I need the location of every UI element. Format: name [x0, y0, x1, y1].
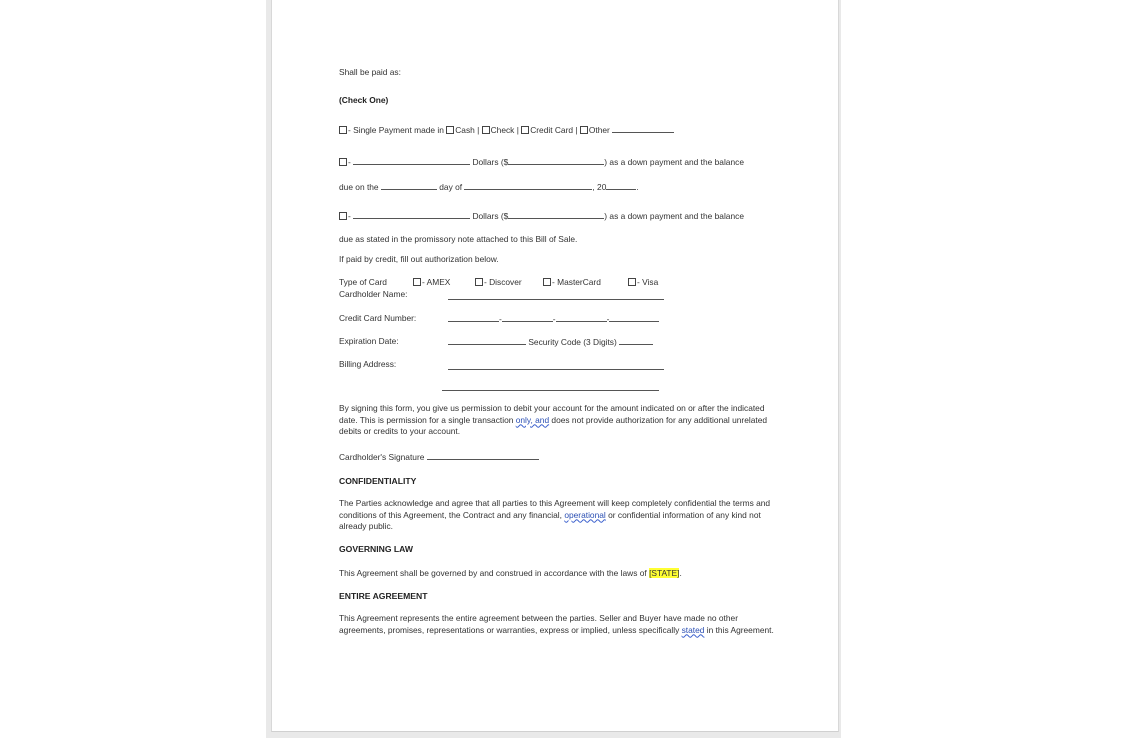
- down-payment-prefix-1: -: [348, 157, 351, 167]
- state-placeholder[interactable]: [STATE]: [649, 568, 680, 578]
- governing-law-end: .: [679, 568, 682, 578]
- down-payment-checkbox-1[interactable]: [339, 158, 347, 166]
- card-number-blank-3[interactable]: [556, 313, 607, 322]
- card-number-blank-1[interactable]: [448, 313, 499, 322]
- security-code-label: Security Code (3 Digits): [528, 337, 617, 347]
- signature-label: Cardholder's Signature: [339, 452, 425, 462]
- cardholder-name-blank[interactable]: [448, 298, 664, 300]
- amount-words-blank-1[interactable]: [353, 156, 470, 165]
- amount-words-blank-2[interactable]: [353, 210, 470, 219]
- year-prefix: , 20: [592, 182, 607, 192]
- cash-checkbox[interactable]: [446, 126, 454, 134]
- other-checkbox[interactable]: [580, 126, 588, 134]
- document-page: [271, 0, 839, 732]
- down-payment-prefix-2: -: [348, 211, 351, 221]
- if-paid-line: If paid by credit, fill out authorization below.: [339, 254, 499, 264]
- single-payment-prefix: - Single Payment made in: [348, 125, 444, 135]
- discover-label: - Discover: [484, 277, 522, 287]
- expiration-blank[interactable]: [448, 336, 526, 345]
- due-on-label: due on the: [339, 182, 379, 192]
- check-checkbox[interactable]: [482, 126, 490, 134]
- due-month-blank[interactable]: [464, 181, 592, 190]
- amount-number-blank-1[interactable]: [508, 156, 604, 165]
- mastercard-option: [543, 277, 601, 287]
- due-year-blank[interactable]: [606, 181, 639, 192]
- card-number-blank-2[interactable]: [502, 313, 553, 322]
- card-number-blank-4[interactable]: [606, 313, 659, 324]
- credit-checkbox[interactable]: [521, 126, 529, 134]
- card-type-line: [339, 277, 387, 287]
- due-day-blank[interactable]: [381, 181, 437, 190]
- down-payment-text-1: ) as a down payment and the balance: [604, 157, 744, 167]
- entire-agreement-text-2: in this Agreement.: [704, 624, 774, 635]
- amex-label: - AMEX: [422, 277, 451, 287]
- governing-law-text: [339, 568, 682, 578]
- card-number-label: Credit Card Number:: [339, 313, 417, 323]
- mastercard-label: - MasterCard: [552, 277, 601, 287]
- visa-option: [628, 277, 658, 287]
- entire-agreement-spellcheck-word[interactable]: stated: [681, 624, 705, 635]
- shall-paid-line: Shall be paid as:: [339, 67, 401, 77]
- card-number-sep-3: -: [606, 314, 610, 324]
- confidentiality-heading: CONFIDENTIALITY: [339, 476, 417, 486]
- amount-number-blank-2[interactable]: [508, 210, 604, 219]
- confidentiality-paragraph: [339, 498, 779, 533]
- entire-agreement-text-1: This Agreement represents the entire agreement between the parties. Seller and Buyer have made no other agreements, promises, representations or warranties, express or implied, unless specifically: [339, 613, 738, 635]
- check-label: Check |: [490, 125, 519, 135]
- entire-agreement-paragraph: [339, 613, 779, 636]
- permission-paragraph: [339, 403, 779, 438]
- day-of-label: day of: [439, 182, 463, 192]
- card-number-sep-2: -: [552, 314, 556, 324]
- promissory-line: due as stated in the promissory note attached to this Bill of Sale.: [339, 234, 578, 244]
- governing-law-heading: GOVERNING LAW: [339, 544, 414, 554]
- other-label: Other: [588, 125, 610, 135]
- permission-text-2: does not provide authorization for any additional unrelated debits or credits to your account.: [339, 414, 768, 437]
- down-payment-line-1: [339, 156, 744, 167]
- visa-checkbox[interactable]: [628, 278, 636, 286]
- card-type-label: Type of Card: [339, 277, 387, 287]
- single-payment-checkbox[interactable]: [339, 126, 347, 134]
- expiration-label: Expiration Date:: [339, 336, 399, 346]
- discover-option: [475, 277, 522, 287]
- billing-address-blank-1[interactable]: [448, 368, 664, 370]
- other-blank[interactable]: [612, 124, 674, 133]
- permission-spellcheck-word[interactable]: only, and: [515, 414, 550, 425]
- security-code-blank[interactable]: [619, 336, 653, 345]
- card-number-sep-1: -: [499, 314, 502, 324]
- confidentiality-spellcheck-word[interactable]: operational: [564, 509, 606, 520]
- expiration-security-field: [448, 336, 653, 347]
- due-on-line: [339, 181, 639, 192]
- single-payment-line: [339, 124, 674, 135]
- due-on-end: .: [636, 182, 639, 192]
- cardholder-name-label: Cardholder Name:: [339, 289, 408, 299]
- down-payment-line-2: [339, 210, 744, 221]
- discover-checkbox[interactable]: [475, 278, 483, 286]
- credit-label: Credit Card |: [530, 125, 578, 135]
- governing-law-body: This Agreement shall be governed by and construed in accordance with the laws of: [339, 568, 650, 578]
- check-one-label: (Check One): [339, 95, 389, 105]
- entire-agreement-heading: ENTIRE AGREEMENT: [339, 591, 428, 601]
- mastercard-checkbox[interactable]: [543, 278, 551, 286]
- confidentiality-text-2: or confidential information of any kind not already public.: [339, 509, 761, 532]
- cash-label: Cash |: [455, 125, 480, 135]
- visa-label: - Visa: [637, 277, 659, 287]
- card-number-field[interactable]: [448, 313, 659, 324]
- dollars-label-2: Dollars ($: [472, 211, 509, 221]
- down-payment-checkbox-2[interactable]: [339, 212, 347, 220]
- amex-checkbox[interactable]: [413, 278, 421, 286]
- down-payment-text-2: ) as a down payment and the balance: [604, 211, 744, 221]
- dollars-label-1: Dollars ($: [472, 157, 509, 167]
- billing-address-label: Billing Address:: [339, 359, 397, 369]
- signature-line: [339, 451, 539, 462]
- confidentiality-text-1: The Parties acknowledge and agree that all parties to this Agreement will keep completely confidential the terms and conditions of this Agreement, the Contract and any financial,: [339, 498, 771, 520]
- signature-blank[interactable]: [427, 451, 539, 460]
- permission-text-1: By signing this form, you give us permission to debit your account for the amount indicated on or after the indicated date. This is permission for a single transaction: [339, 403, 765, 425]
- amex-option: [413, 277, 450, 287]
- billing-address-blank-2[interactable]: [442, 389, 659, 391]
